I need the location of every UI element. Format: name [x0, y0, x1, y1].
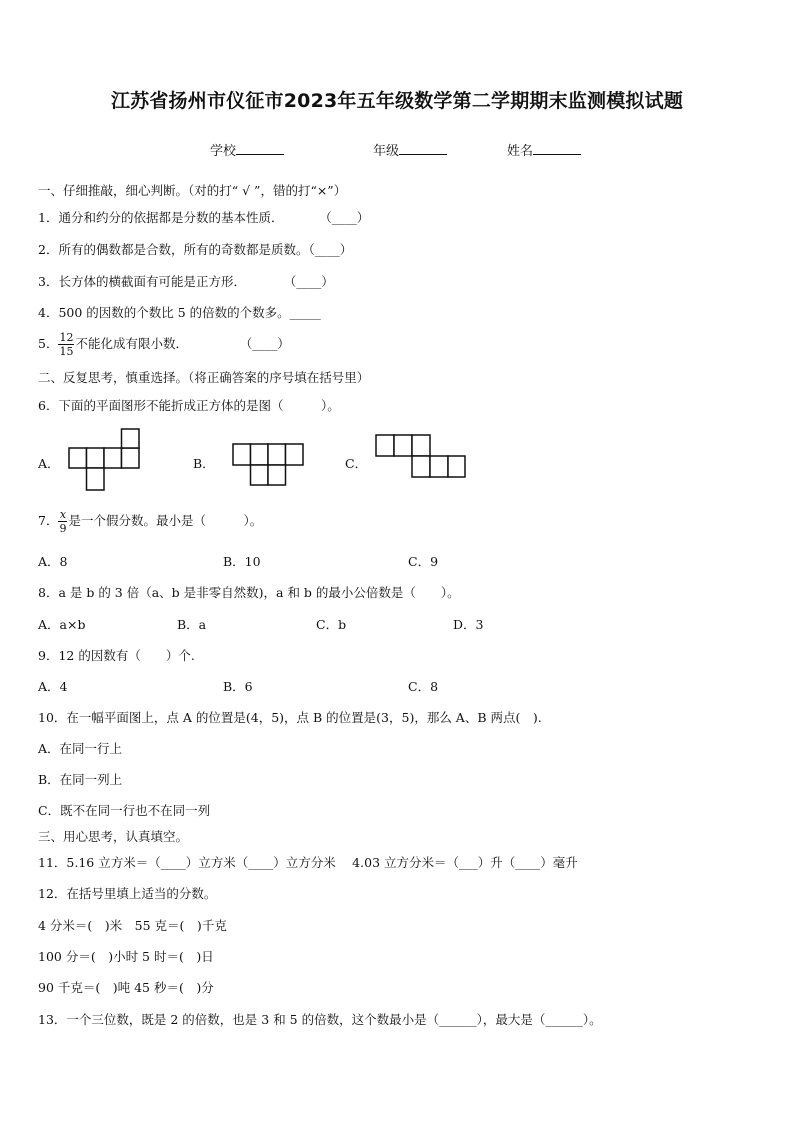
name-blank[interactable] — [533, 142, 581, 155]
question-1-answer-blank[interactable]: （____） — [325, 210, 370, 225]
question-10: 10．在一幅平面图上，点 A 的位置是(4，5)，点 B 的位置是(3，5)，那么 A、B 两点( ). — [38, 710, 542, 725]
question-7-fraction-numerator: x — [59, 508, 67, 521]
section2-heading: 二、反复思考，慎重选择。（将正确答案的序号填在括号里） — [38, 370, 370, 385]
question-5 — [38, 331, 290, 358]
question-7-option-b[interactable]: B．10 — [223, 554, 261, 569]
question-8-option-d[interactable]: D．3 — [453, 617, 484, 632]
question-7-prefix: 7． — [38, 513, 59, 528]
question-3-text: 3．长方体的横截面有可能是正方形． — [38, 274, 246, 289]
section3-heading: 三、用心思考，认真填空。 — [38, 829, 189, 844]
question-6-option-c-label[interactable]: C． — [345, 456, 368, 471]
name-label: 姓名 — [507, 144, 534, 159]
question-7-text: 是一个假分数。最小是（ ）。 — [68, 513, 263, 528]
question-1-text: 1．通分和约分的依据都是分数的基本性质． — [38, 210, 284, 225]
question-2: 2．所有的偶数都是合数，所有的奇数都是质数。（____） — [38, 242, 353, 257]
question-12-row-3: 90 千克＝( )吨 45 秒＝( )分 — [38, 980, 214, 995]
question-13: 13．一个三位数，既是 2 的倍数，也是 3 和 5 的倍数，这个数最小是（______），最大是（______）。 — [38, 1012, 602, 1027]
grade-label: 年级 — [373, 144, 400, 159]
question-4: 4．500 的因数的个数比 5 的倍数的个数多。_____ — [38, 305, 321, 320]
question-10-option-a[interactable]: A．在同一行上 — [38, 741, 123, 756]
question-7-option-c[interactable]: C．9 — [408, 554, 439, 569]
school-label: 学校 — [210, 144, 237, 159]
question-5-fraction-numerator: 12 — [59, 331, 74, 344]
question-12-row-1: 4 分米＝( )米 55 克＝( )千克 — [38, 918, 227, 933]
page-title: 江苏省扬州市仪征市2023年五年级数学第二学期期末监测模拟试题 — [110, 90, 684, 112]
question-9-option-c[interactable]: C．8 — [408, 679, 439, 694]
question-5-answer-blank[interactable]: （____） — [245, 336, 290, 351]
question-9: 9．12 的因数有（ ）个. — [38, 648, 195, 663]
question-8: 8．a 是 b 的 3 倍（a、b 是非零自然数)，a 和 b 的最小公倍数是（ ）。 — [38, 585, 460, 600]
question-6-option-a-label[interactable]: A． — [38, 456, 60, 471]
question-3 — [38, 272, 334, 290]
question-5-text: 不能化成有限小数． — [75, 336, 188, 351]
grade-field — [373, 140, 447, 159]
question-12-row-2: 100 分＝( )小时 5 时＝( )日 — [38, 949, 214, 964]
question-7-option-a[interactable]: A．8 — [38, 554, 68, 569]
question-5-fraction — [58, 331, 74, 358]
cube-net-c-figure — [375, 434, 467, 480]
question-7 — [38, 508, 262, 535]
question-10-option-b[interactable]: B．在同一列上 — [38, 772, 123, 787]
question-8-option-c[interactable]: C．b — [316, 617, 347, 632]
section1-heading: 一、仔细推敲，细心判断。（对的打“ √ ”，错的打“×”） — [38, 183, 347, 198]
school-field — [210, 140, 284, 159]
question-10-option-c[interactable]: C．既不在同一行也不在同一列 — [38, 803, 211, 818]
question-11: 11．5.16 立方米＝（____）立方米（____）立方分米 4.03 立方分米＝（___）升（____）毫升 — [38, 855, 578, 870]
question-5-fraction-denominator: 15 — [59, 345, 74, 358]
question-5-prefix: 5． — [38, 336, 59, 351]
question-8-option-a[interactable]: A．a×b — [38, 617, 86, 632]
question-9-option-b[interactable]: B．6 — [223, 679, 253, 694]
question-12: 12．在括号里填上适当的分数。 — [38, 886, 217, 901]
question-3-answer-blank[interactable]: （____） — [289, 274, 334, 289]
name-field — [507, 140, 581, 159]
question-7-fraction-denominator: 9 — [59, 522, 67, 535]
question-6-option-b-label[interactable]: B． — [193, 456, 215, 471]
question-6: 6．下面的平面图形不能折成正方体的是图（ ）。 — [38, 398, 340, 413]
cube-net-b-figure — [232, 443, 306, 487]
question-8-option-b[interactable]: B．a — [177, 617, 207, 632]
question-1 — [38, 208, 369, 226]
grade-blank[interactable] — [399, 142, 447, 155]
school-blank[interactable] — [236, 142, 284, 155]
question-9-option-a[interactable]: A．4 — [38, 679, 68, 694]
question-7-fraction — [58, 508, 67, 535]
cube-net-a-figure — [68, 428, 142, 494]
